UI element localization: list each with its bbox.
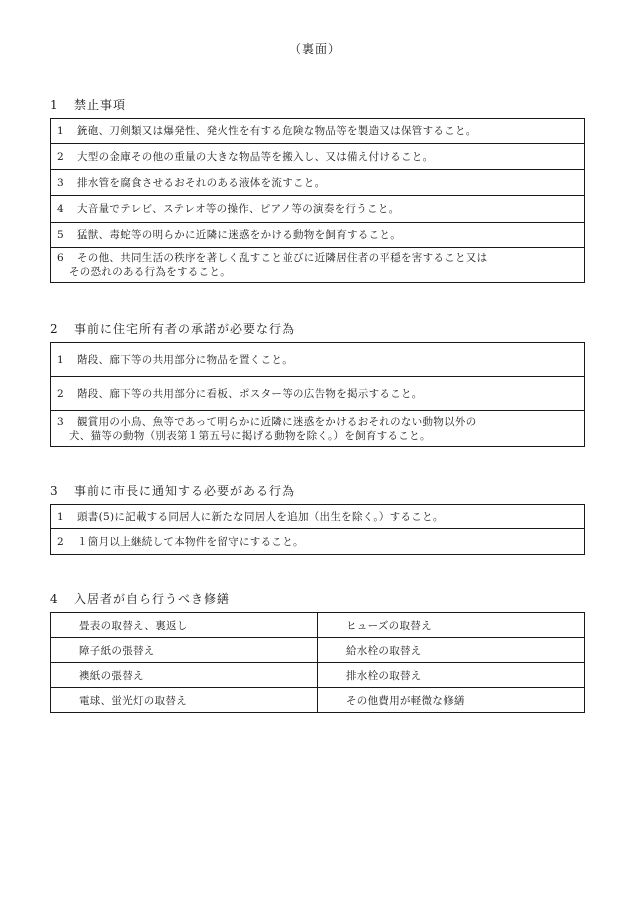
table-row bbox=[51, 223, 585, 248]
table-row bbox=[51, 613, 585, 638]
item-text: １箇月以上継続して本物件を留守にすること。 bbox=[77, 535, 304, 548]
section-heading: 禁止事項 bbox=[74, 98, 127, 112]
consent-required-table bbox=[50, 342, 585, 447]
table-row bbox=[51, 411, 585, 447]
item-number: 2 bbox=[57, 150, 64, 163]
notify-mayor-table bbox=[50, 504, 585, 555]
item-cell bbox=[51, 505, 585, 529]
table-row bbox=[51, 119, 585, 144]
item-number: 1 bbox=[57, 125, 64, 137]
table-row bbox=[51, 377, 585, 411]
prohibited-items-table bbox=[50, 118, 585, 283]
repair-cell: 障子紙の張替え bbox=[51, 638, 318, 663]
table-row bbox=[51, 529, 585, 555]
item-number: 3 bbox=[57, 415, 64, 428]
table-row bbox=[51, 144, 585, 170]
repair-cell: その他費用が軽微な修繕 bbox=[318, 688, 585, 713]
item-text: 大型の金庫その他の重量の大きな物品等を搬入し、又は備え付けること。 bbox=[77, 150, 434, 163]
item-cell bbox=[51, 223, 585, 248]
section-number: 1 bbox=[50, 98, 59, 112]
item-text: 猛獣、毒蛇等の明らかに近隣に迷惑をかける動物を飼育すること。 bbox=[77, 229, 401, 241]
item-number: 3 bbox=[57, 176, 64, 189]
page-header: （裏面） bbox=[288, 42, 341, 56]
item-text: 銃砲、刀剣類又は爆発性、発火性を有する危険な物品等を製造又は保管すること。 bbox=[77, 125, 477, 137]
repair-cell: ヒューズの取替え bbox=[318, 613, 585, 638]
table-row bbox=[51, 248, 585, 283]
table-row bbox=[51, 688, 585, 713]
item-text: 観賞用の小鳥、魚等であって明らかに近隣に迷惑をかけるおそれのない動物以外の bbox=[77, 415, 477, 428]
item-cell bbox=[51, 377, 585, 411]
repair-cell: 電球、蛍光灯の取替え bbox=[51, 688, 318, 713]
item-text: 頭書(5)に記載する同居人に新たな同居人を追加（出生を除く。）すること。 bbox=[77, 510, 444, 523]
item-text: 階段、廊下等の共用部分に看板、ポスター等の広告物を掲示すること。 bbox=[77, 387, 423, 400]
item-cell bbox=[51, 119, 585, 144]
item-text: 大音量でテレビ、ステレオ等の操作、ピアノ等の演奏を行うこと。 bbox=[77, 203, 400, 215]
item-number: 1 bbox=[57, 510, 64, 523]
table-row bbox=[51, 170, 585, 196]
section-1-title bbox=[50, 96, 126, 113]
self-repairs-table bbox=[50, 612, 585, 713]
item-cell bbox=[51, 343, 585, 377]
item-text: 階段、廊下等の共用部分に物品を置くこと。 bbox=[77, 353, 293, 366]
table-row bbox=[51, 196, 585, 223]
repair-cell: 排水栓の取替え bbox=[318, 663, 585, 688]
item-cell bbox=[51, 196, 585, 223]
table-row bbox=[51, 343, 585, 377]
table-row bbox=[51, 663, 585, 688]
section-3-title bbox=[50, 482, 295, 499]
item-text: 排水管を腐食させるおそれのある液体を流すこと。 bbox=[77, 176, 326, 189]
item-cell bbox=[51, 170, 585, 196]
item-text-continued: 犬、猫等の動物（別表第１第五号に掲げる動物を除く。）を飼育すること。 bbox=[69, 429, 431, 442]
section-heading: 事前に市長に通知する必要がある行為 bbox=[74, 484, 296, 498]
item-cell bbox=[51, 411, 585, 447]
section-heading: 入居者が自ら行うべき修繕 bbox=[74, 592, 231, 606]
item-number: 2 bbox=[57, 387, 64, 400]
section-number: 4 bbox=[50, 592, 59, 606]
item-number: 6 bbox=[57, 252, 64, 264]
section-number: 2 bbox=[50, 322, 59, 336]
section-4-title bbox=[50, 590, 230, 607]
repair-cell: 襖紙の張替え bbox=[51, 663, 318, 688]
item-number: 4 bbox=[57, 203, 64, 215]
item-number: 5 bbox=[57, 229, 64, 241]
table-row bbox=[51, 505, 585, 529]
section-2-title bbox=[50, 320, 295, 337]
section-heading: 事前に住宅所有者の承諾が必要な行為 bbox=[74, 322, 296, 336]
table-row bbox=[51, 638, 585, 663]
item-number: 2 bbox=[57, 535, 64, 548]
item-number: 1 bbox=[57, 353, 64, 366]
item-cell bbox=[51, 529, 585, 555]
repair-cell: 畳表の取替え、裏返し bbox=[51, 613, 318, 638]
section-number: 3 bbox=[50, 484, 59, 498]
item-text: その他、共同生活の秩序を著しく乱すこと並びに近隣居住者の平穏を害すること又は bbox=[77, 252, 488, 264]
item-cell bbox=[51, 144, 585, 170]
repair-cell: 給水栓の取替え bbox=[318, 638, 585, 663]
item-text-continued: その恐れのある行為をすること。 bbox=[69, 266, 231, 278]
item-cell bbox=[51, 248, 585, 283]
